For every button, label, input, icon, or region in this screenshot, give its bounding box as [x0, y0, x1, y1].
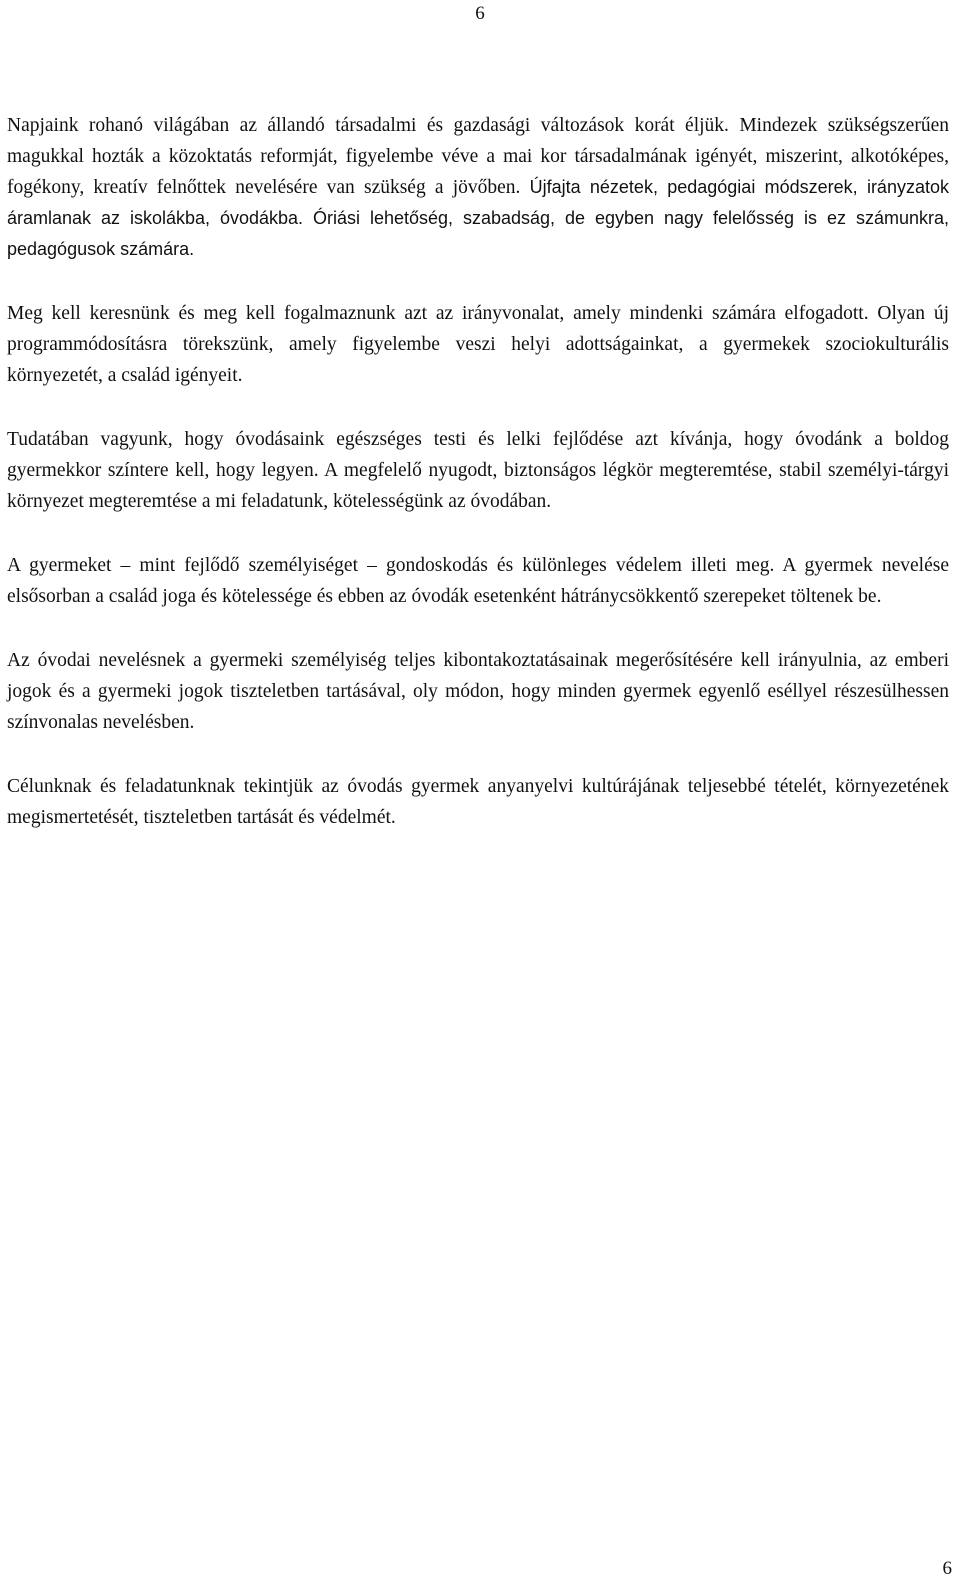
- paragraph-3-text: Tudatában vagyunk, hogy óvodásaink egészséges testi és lelki fejlődése azt kívánja, hogy óvodánk a boldog gyermekkor színtere kell, hogy legyen. A megfelelő nyugodt, biztonságos légkör megteremtése, stabil személyi-tárgyi környezet megteremtése a mi feladatunk, kötelességünk az óvodában.: [7, 429, 949, 512]
- page-number-top: 6: [475, 3, 485, 24]
- paragraph-6: [7, 771, 949, 833]
- paragraph-1-segment-2: Újfajta nézetek, pedagógiai módszerek, irányzatok áramlanak az iskolákba, óvodákba. Óriási lehetőség, szabadság, de egyben nagy felelősség is ez számunkra, pedagógusok számára.: [7, 177, 949, 259]
- paragraph-1-segment-1: Napjaink rohanó világában az állandó társadalmi és gazdasági változások korát éljük. Mindezek szükségszerűen magukkal hozták a közoktatás reformját, figyelembe véve a mai kor társadalmának igényét, miszerint, alkotóképes, fogékony, kreatív felnőttek nevelésére van szükség a jövőben.: [7, 115, 949, 198]
- paragraph-3: [7, 424, 949, 517]
- paragraph-4: [7, 550, 949, 612]
- paragraph-6-text: Célunknak és feladatunknak tekintjük az óvodás gyermek anyanyelvi kultúrájának teljesebbé tételét, környezetének megismertetését, tiszteletben tartását és védelmét.: [7, 776, 949, 828]
- paragraph-5-text: Az óvodai nevelésnek a gyermeki személyiség teljes kibontakoztatásainak megerősítésére kell irányulnia, az emberi jogok és a gyermeki jogok tiszteletben tartásával, oly módon, hogy minden gyermek egyenlő eséllyel részesülhessen színvonalas nevelésben.: [7, 650, 949, 733]
- paragraph-1: [7, 110, 949, 265]
- page-number-bottom: 6: [942, 1558, 952, 1579]
- paragraph-4-text: A gyermeket – mint fejlődő személyiséget – gondoskodás és különleges védelem illeti meg. A gyermek nevelése elsősorban a család joga és kötelessége és ebben az óvodák esetenként hátránycsökkentő szerepeket töltenek be.: [7, 555, 949, 607]
- body-text: [7, 110, 949, 833]
- paragraph-5: [7, 645, 949, 738]
- paragraph-2-text: Meg kell keresnünk és meg kell fogalmaznunk azt az irányvonalat, amely mindenki számára elfogadott. Olyan új programmódosításra törekszünk, amely figyelembe veszi helyi adottságainkat, a gyermekek szociokulturális környezetét, a család igényeit.: [7, 303, 949, 386]
- paragraph-2: [7, 298, 949, 391]
